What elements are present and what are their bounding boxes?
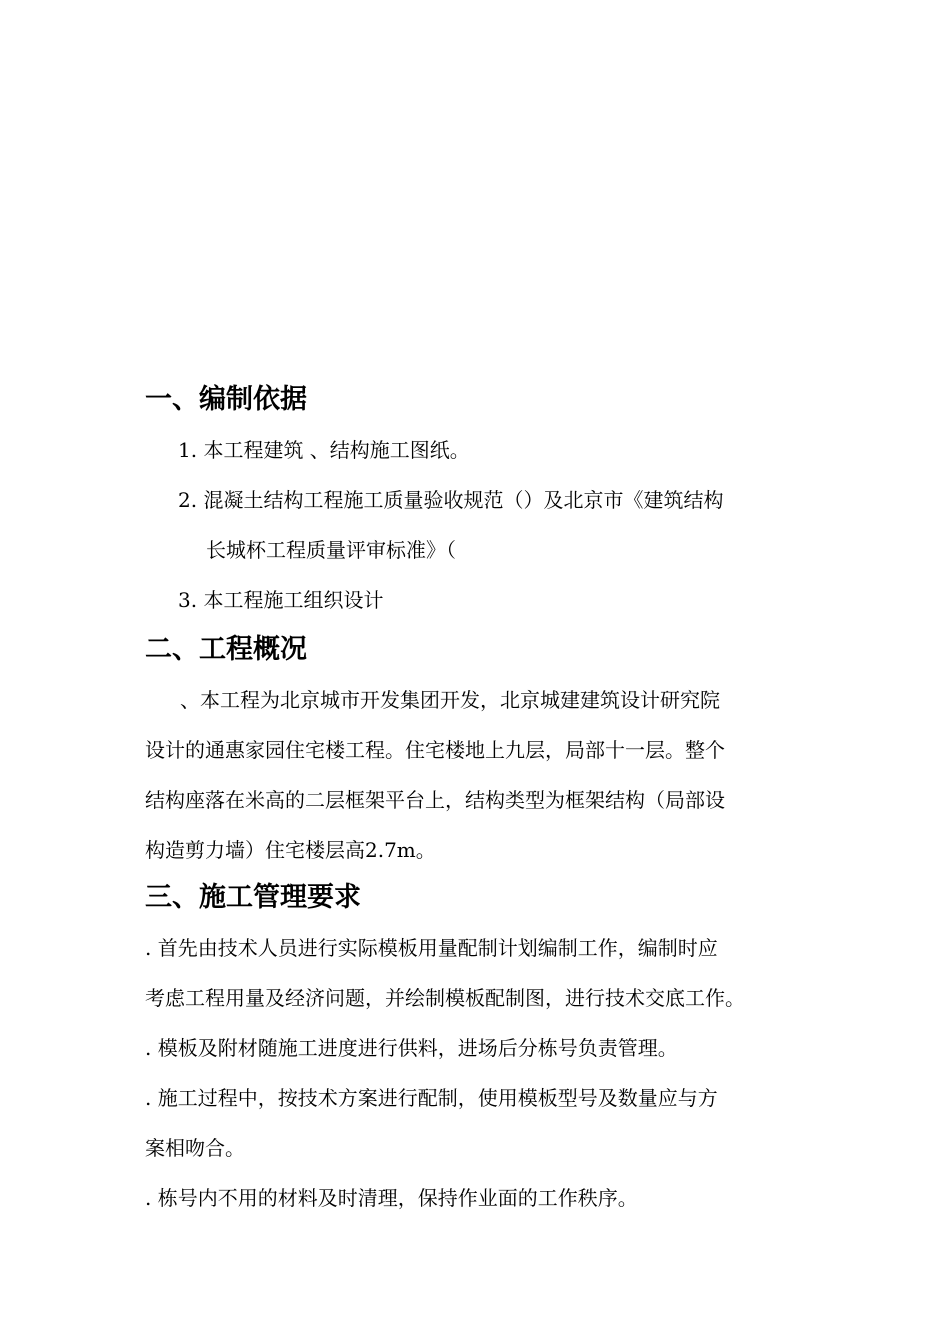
management-item-3-continued: 案相吻合。 [145,1136,245,1160]
management-item-2: . 模板及附材随施工进度进行供料，进场后分栋号负责管理。 [145,1036,678,1060]
management-item-1-continued: 考虑工程用量及经济问题，并绘制模板配制图，进行技术交底工作。 [145,986,745,1010]
overview-paragraph-line-2: 设计的通惠家园住宅楼工程。住宅楼地上九层，局部十一层。整个 [145,738,725,762]
overview-paragraph-line-1: 、本工程为北京城市开发集团开发，北京城建建筑设计研究院 [180,688,720,712]
basis-item-2-continued: 长城杯工程质量评审标准》（ [206,538,456,562]
basis-item-3: 3. 本工程施工组织设计 [178,588,384,612]
management-item-4: . 栋号内不用的材料及时清理，保持作业面的工作秩序。 [145,1186,638,1210]
basis-item-1: 1. 本工程建筑 、结构施工图纸。 [178,438,470,462]
section-heading-basis: 一、编制依据 [145,384,307,415]
management-item-3: . 施工过程中，按技术方案进行配制，使用模板型号及数量应与方 [145,1086,718,1110]
overview-paragraph-line-4: 构造剪力墙）住宅楼层高2.7m。 [145,838,436,862]
section-heading-management: 三、施工管理要求 [145,882,361,913]
management-item-1: . 首先由技术人员进行实际模板用量配制计划编制工作，编制时应 [145,936,718,960]
section-heading-overview: 二、工程概况 [145,634,307,665]
basis-item-2: 2. 混凝土结构工程施工质量验收规范（）及北京市《建筑结构 [178,488,724,512]
overview-paragraph-line-3: 结构座落在米高的二层框架平台上，结构类型为框架结构（局部设 [145,788,725,812]
